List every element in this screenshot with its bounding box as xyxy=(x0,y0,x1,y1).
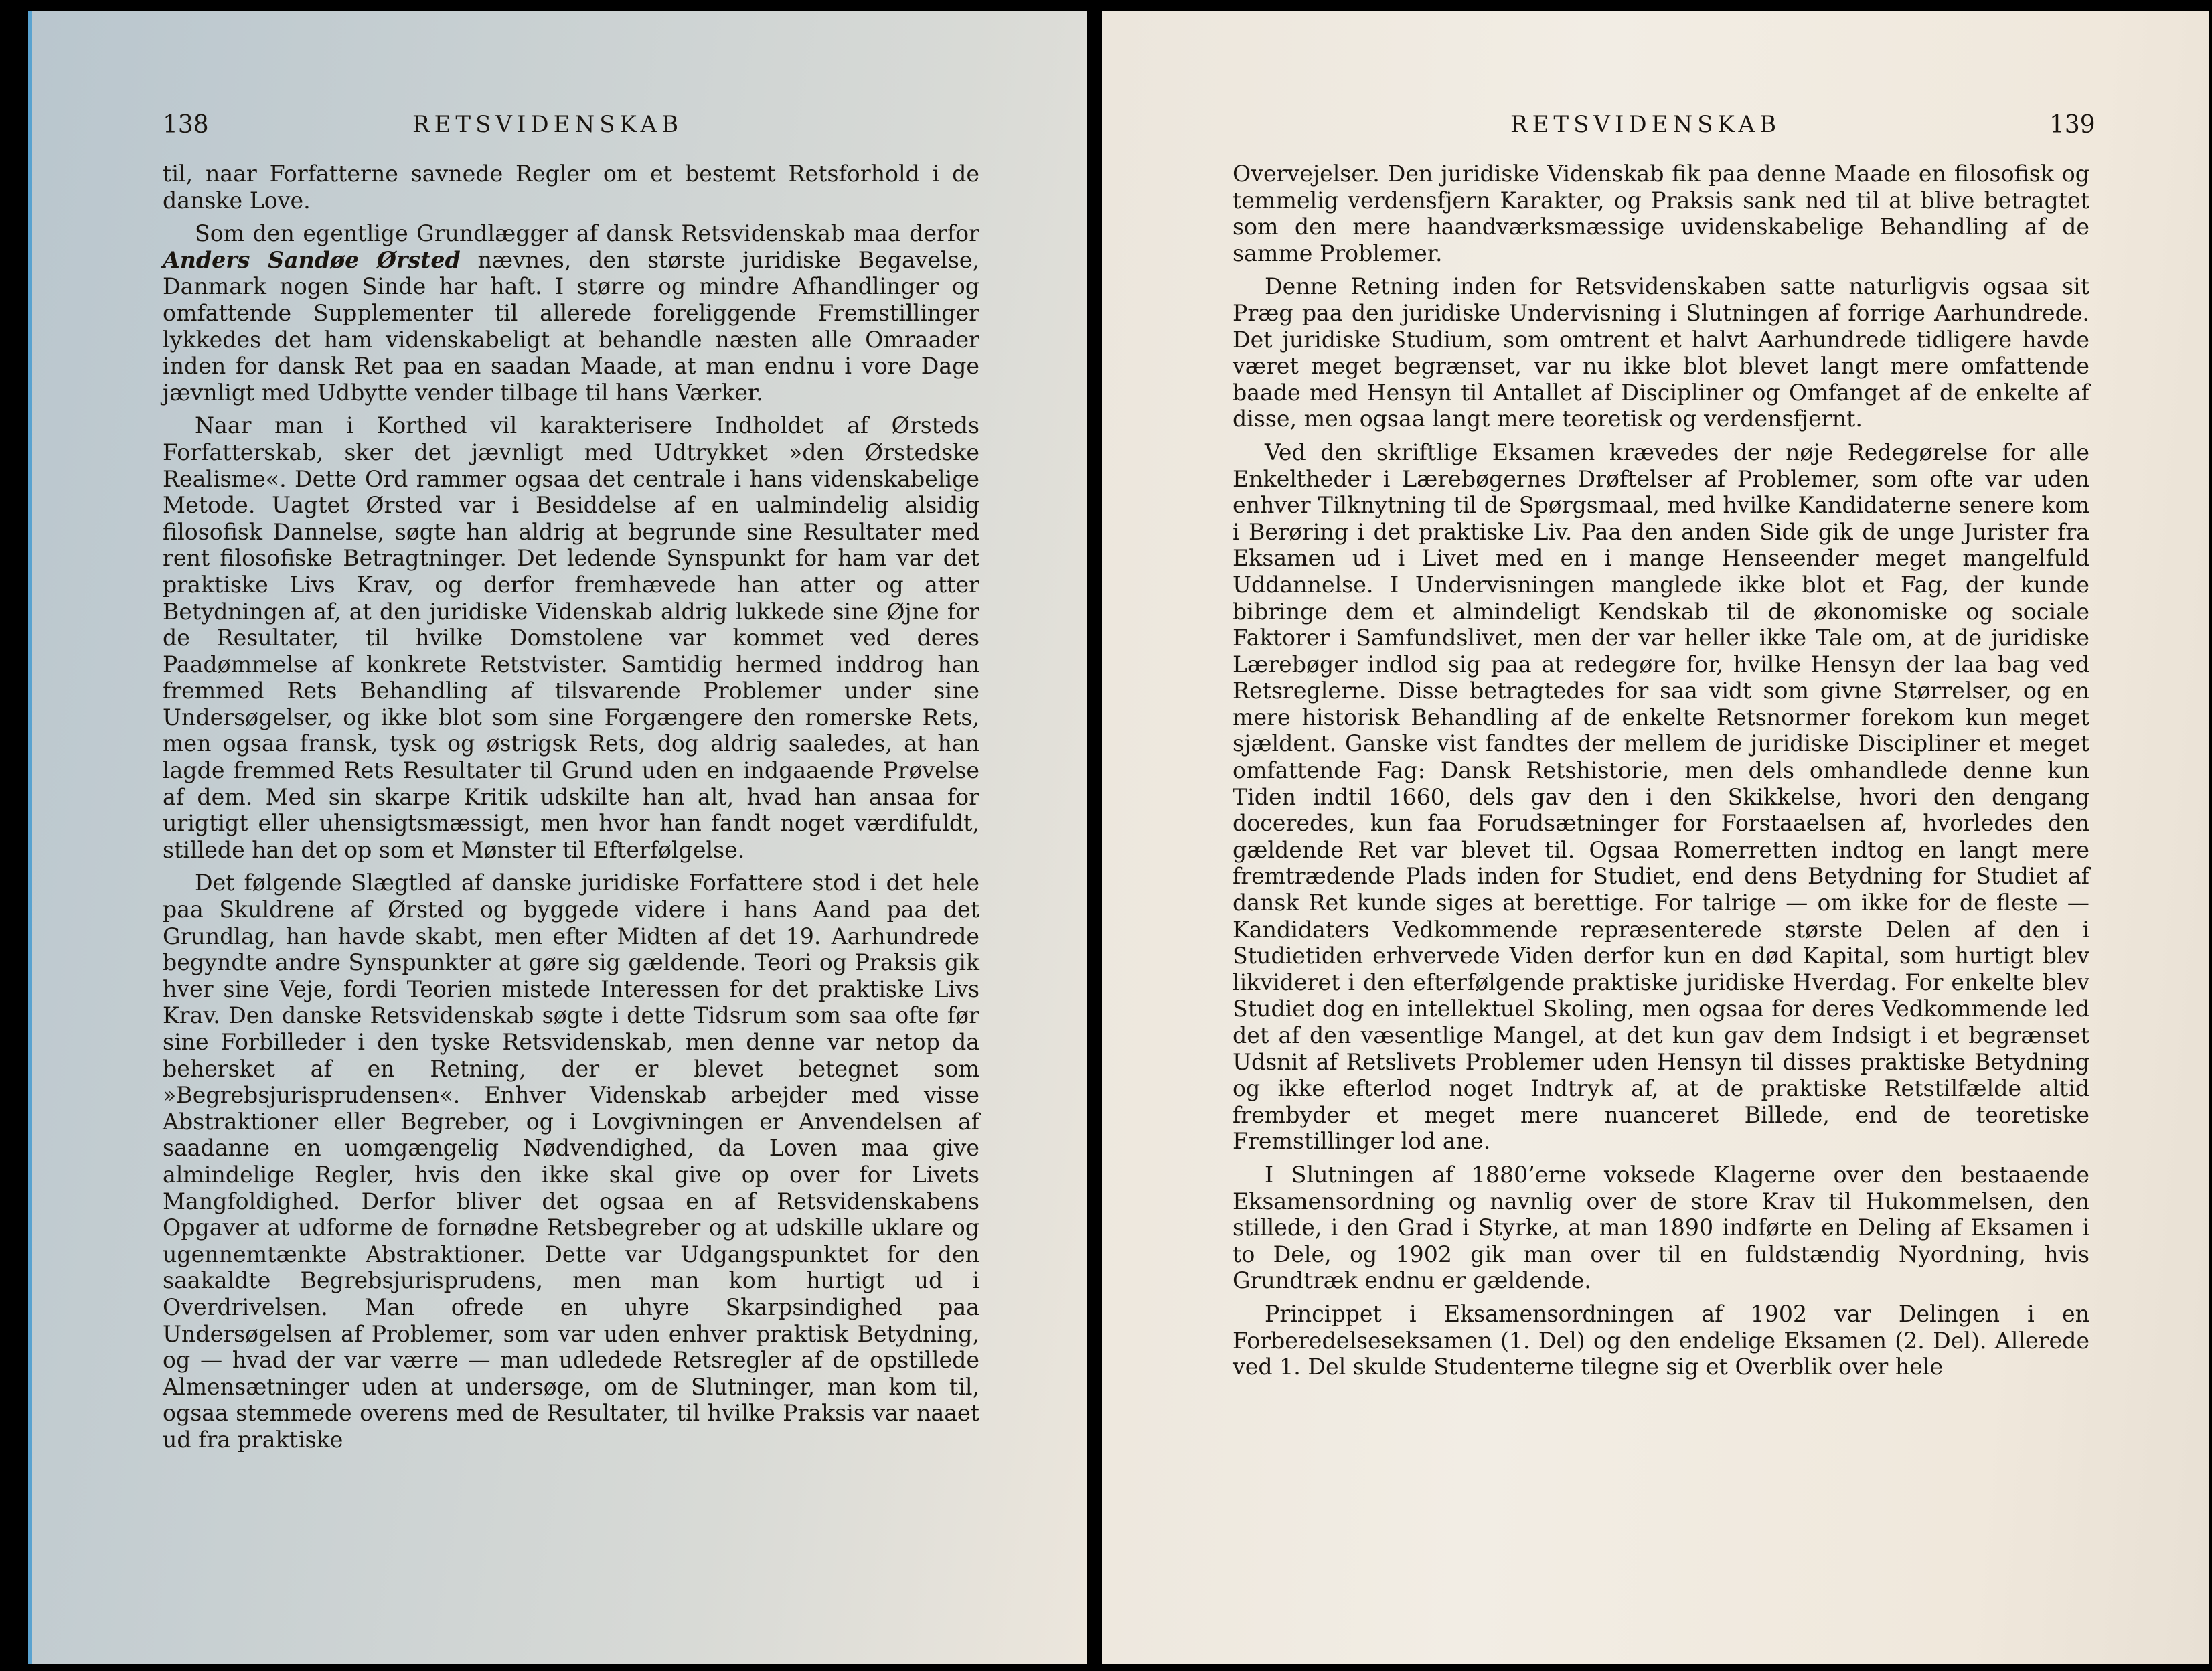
page-number: 138 xyxy=(163,111,209,139)
paragraph: Overvejelser. Den juridiske Videnskab fik paa denne Maade en filosofisk og temmelig verdensfjern Karakter, og Praksis sank ned til at blive betragtet som den mere haandværksmæssige uvidenskabelige Behandling af de samme Problemer. xyxy=(1233,161,2089,266)
paragraph xyxy=(163,220,979,406)
page-body xyxy=(163,161,979,1460)
paragraph: Naar man i Korthed vil karakterisere Indholdet af Ørsteds Forfatterskab, sker det jævnligt med Udtrykket »den Ørstedske Realisme«. Dette Ord rammer ogsaa det centrale i hans videnskabelige Metode. Uagtet Ørsted var i Besiddelse af en ualmindelig alsidig filosofisk Dannelse, søgte han aldrig at begrunde sine Resultater med rent filosofiske Betragtninger. Det ledende Synspunkt for ham var det praktiske Livs Krav, og derfor fremhævede han atter og atter Betydningen af, at den juridiske Videnskab aldrig lukkede sine Øjne for de Resultater, til hvilke Domstolene var kommet ved deres Paadømmelse af konkrete Retstvister. Samtidig hermed inddrog han fremmed Rets Behandling af tilsvarende Problemer under sine Undersøgelser, og ikke blot som sine Forgængere den romerske Rets, men ogsaa fransk, tysk og østrigsk Rets, dog aldrig saaledes, at han lagde fremmed Rets Resultater til Grund uden en indgaaende Prøvelse af dem. Med sin skarpe Kritik udskilte han alt, hvad han ansaa for urigtigt eller uhensigtsmæssigt, men hvor han fandt noget værdifuldt, stillede han det op som et Mønster til Efterfølgelse. xyxy=(163,412,979,863)
paragraph-text: nævnes, den største juridiske Begavelse, Danmark nogen Sinde har haft. I større og mindre Afhandlinger og omfattende Supplementer til allerede foreliggende Fremstillinger lykkedes det ham videnskabeligt at behandle næsten alle Omraader inden for dansk Ret paa en saadan Maade, at man endnu i vore Dage jævnligt med Udbytte vender tilbage til hans Værker. xyxy=(163,246,979,406)
running-head: RETSVIDENSKAB xyxy=(412,111,684,138)
paragraph: Ved den skriftlige Eksamen krævedes der nøje Redegørelse for alle Enkeltheder i Lærebøgernes Drøftelser af Problemer, som ofte var uden enhver Tilknytning til de Spørgsmaal, med hvilke Kandidaterne senere kom i Berøring i det praktiske Liv. Paa den anden Side gik de unge Jurister fra Eksamen ud i Livet med en i mange Henseender meget mangelfuld Uddannelse. I Undervisningen manglede ikke blot et Fag, der kunde bibringe dem et almindeligt Kendskab til de økonomiske og sociale Faktorer i Samfundslivet, men der var heller ikke Tale om, at de juridiske Lærebøger indlod sig paa at redegøre for, hvilke Hensyn der laa bag ved Retsreglerne. Disse betragtedes for saa vidt som givne Størrelser, og en mere historisk Behandling af de enkelte Retsnormer forekom kun meget sjældent. Ganske vist fandtes der mellem de juridiske Discipliner et meget omfattende Fag: Dansk Retshistorie, men dels omhandlede denne kun Tiden indtil 1660, dels gav den i den Skikkelse, hvori den dengang doceredes, kun faa Forudsætninger for Forstaaelsen af, hvorledes den gældende Ret var blevet til. Ogsaa Romerretten indtog en langt mere fremtrædende Plads inden for Studiet, end dens Betydning for Studiet af dansk Ret kunde siges at berettige. For talrige — om ikke for de fleste — Kandidaters Vedkommende repræsenterede største Delen af den i Studietiden erhvervede Viden derfor kun en død Kapital, som hurtigt blev likvideret i den efterfølgende praktiske juridiske Hverdag. For enkelte blev Studiet dog en intellektuel Skoling, men ogsaa for deres Vedkommende led det af den væsentlige Mangel, at det kun gav dem Indsigt i et begrænset Udsnit af Retslivets Problemer uden Hensyn til disses praktiske Betydning og ikke efterlod noget Indtryk af, at de praktiske Retstilfælde altid frembyder et meget mere nuanceret Billede, end de teoretiske Fremstillinger lod ane. xyxy=(1233,439,2089,1155)
paragraph: til, naar Forfatterne savnede Regler om et bestemt Retsforhold i de danske Love. xyxy=(163,161,979,214)
paragraph: Denne Retning inden for Retsvidenskaben satte naturligvis ogsaa sit Præg paa den juridiske Undervisning i Slutningen af forrige Aarhundrede. Det juridiske Studium, som omtrent et halvt Aarhundrede tidligere havde været meget begrænset, var nu ikke blot blevet langt mere omfattende baade med Hensyn til Antallet af Discipliner og Omfanget af de enkelte af disse, men ogsaa langt mere teoretisk og verdensfjernt. xyxy=(1233,273,2089,432)
paragraph: Princippet i Eksamensordningen af 1902 var Delingen i en Forberedelseseksamen (1. Del) og den endelige Eksamen (2. Del). Allerede ved 1. Del skulde Studenterne tilegne sig et Overblik over hele xyxy=(1233,1300,2089,1380)
page-body xyxy=(1233,161,2089,1387)
right-page xyxy=(1102,11,2209,1664)
paragraph-text: Som den egentlige Grundlægger af dansk Retsvidenskab maa derfor xyxy=(195,220,979,247)
page-number: 139 xyxy=(2049,111,2096,139)
person-name: Anders Sandøe Ørsted xyxy=(163,246,461,273)
paragraph: Det følgende Slægtled af danske juridiske Forfattere stod i det hele paa Skuldrene af Ørsted og byggede videre i hans Aand paa det Grundlag, han havde skabt, men efter Midten af det 19. Aarhundrede begyndte andre Synspunkter at gøre sig gældende. Teori og Praksis gik hver sine Veje, fordi Teorien mistede Interessen for det praktiske Livs Krav. Den danske Retsvidenskab søgte i dette Tidsrum som saa ofte før sine Forbilleder i den tyske Retsvidenskab, men denne var netop da behersket af en Retning, der er blevet betegnet som »Begrebsjurisprudensen«. Enhver Videnskab arbejder med visse Abstraktioner eller Begreber, og i Lovgivningen er Anvendelsen af saadanne en uomgængelig Nødvendighed, da Loven maa give almindelige Regler, hvis den ikke skal give op over for Livets Mangfoldighed. Derfor bliver det ogsaa en af Retsvidenskabens Opgaver at udforme de fornødne Retsbegreber og at udskille uklare og ugennemtænkte Abstraktioner. Dette var Udgangspunktet for den saakaldte Begrebsjurisprudens, men man kom hurtigt ud i Overdrivelsen. Man ofrede en uhyre Skarpsindighed paa Undersøgelsen af Problemer, som var uden enhver praktisk Betydning, og — hvad der var værre — man udledede Retsregler af de opstillede Almensætninger uden at undersøge, om de Slutninger, man kom til, ogsaa stemmede overens med de Resultater, til hvilke Praksis var naaet ud fra praktiske xyxy=(163,870,979,1453)
paragraph: I Slutningen af 1880’erne voksede Klagerne over den bestaaende Eksamensordning og navnlig over de store Krav til Hukommelsen, den stillede, i den Grad i Styrke, at man 1890 indførte en Deling af Eksamen i to Dele, og 1902 gik man over til en fuldstændig Nyordning, hvis Grundtræk endnu er gældende. xyxy=(1233,1161,2089,1294)
left-page xyxy=(28,11,1087,1664)
running-head: RETSVIDENSKAB xyxy=(1510,111,1782,138)
